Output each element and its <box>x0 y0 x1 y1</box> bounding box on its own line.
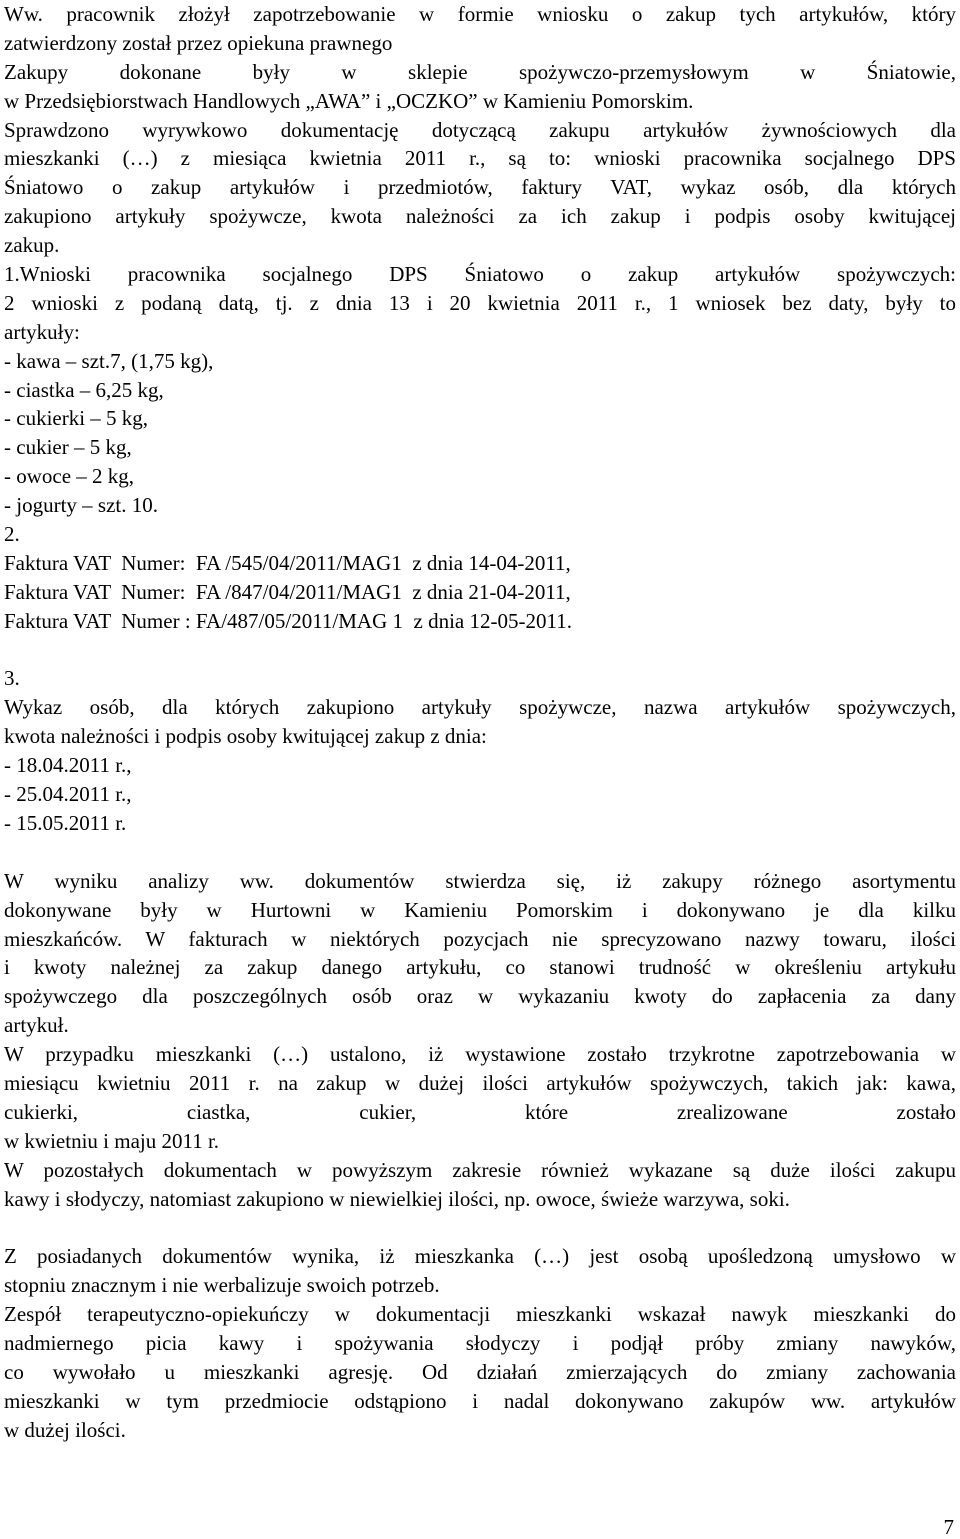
text-line: Zakupy dokonane były w sklepie spożywczo-przemysłowym w Śniatowie, <box>4 59 956 84</box>
text-line: miesiącu kwietniu 2011 r. na zakup w dużej ilości artykułów spożywczych, takich jak: kawa, <box>4 1070 956 1095</box>
text-line: 1.Wnioski pracownika socjalnego DPS Śniatowo o zakup artykułów spożywczych: <box>4 262 956 287</box>
text-line: w dużej ilości. <box>4 1417 126 1442</box>
blank-line <box>4 1213 956 1242</box>
list-item: - cukier – 5 kg, <box>4 435 132 460</box>
text-line: Sprawdzono wyrywkowo dokumentację dotyczącą zakupu artykułów żywnościowych dla <box>4 117 956 142</box>
text-line: W wyniku analizy ww. dokumentów stwierdza się, iż zakupy różnego asortymentu <box>4 868 956 893</box>
text-line: w kwietniu i maju 2011 r. <box>4 1128 220 1153</box>
text-line: mieszkanki (…) z miesiąca kwietnia 2011 r., są to: wnioski pracownika socjalnego DPS <box>4 146 956 171</box>
text-line: W pozostałych dokumentach w powyższym zakresie również wykazane są duże ilości zakupu <box>4 1157 956 1182</box>
blank-line <box>4 838 956 867</box>
invoice-line: Faktura VAT Numer: FA /847/04/2011/MAG1 z dnia 21-04-2011, <box>4 579 571 604</box>
text-line: zakup. <box>4 233 60 258</box>
text-line: Z posiadanych dokumentów wynika, iż mieszkanka (…) jest osobą upośledzoną umysłowo w <box>4 1244 956 1269</box>
page-number: 7 <box>943 1515 954 1539</box>
text-line: co wywołało u mieszkanki agresję. Od działań zmierzających do zmiany zachowania <box>4 1359 956 1384</box>
text-line: zakupiono artykuły spożywcze, kwota należności za ich zakup i podpis osoby kwitującej <box>4 204 956 229</box>
text-line: nadmiernego picia kawy i spożywania słodyczy i podjął próby zmiany nawyków, <box>4 1330 956 1355</box>
list-item: - jogurty – szt. 10. <box>4 493 158 518</box>
list-item: - owoce – 2 kg, <box>4 464 135 489</box>
list-item: - cukierki – 5 kg, <box>4 406 149 431</box>
list-item: - 25.04.2011 r., <box>4 782 132 807</box>
text-line: mieszkańców. W fakturach w niektórych pozycjach nie sprecyzowano nazwy towaru, ilości <box>4 926 956 951</box>
list-item: - ciastka – 6,25 kg, <box>4 377 164 402</box>
section-number: 3. <box>4 666 20 691</box>
text-line: kawy i słodyczy, natomiast zakupiono w niewielkiej ilości, np. owoce, świeże warzywa, soki. <box>4 1186 790 1211</box>
text-line: kwota należności i podpis osoby kwitującej zakup z dnia: <box>4 724 487 749</box>
invoice-line: Faktura VAT Numer : FA/487/05/2011/MAG 1 z dnia 12-05-2011. <box>4 608 572 633</box>
text-line: artykuły: <box>4 319 80 344</box>
text-line: 2 wnioski z podaną datą, tj. z dnia 13 i 20 kwietnia 2011 r., 1 wniosek bez daty, były to <box>4 290 956 315</box>
text-line: artykuł. <box>4 1013 69 1038</box>
text-line: w Przedsiębiorstwach Handlowych „AWA” i „OCZKO” w Kamieniu Pomorskim. <box>4 88 694 113</box>
list-item: - 15.05.2011 r. <box>4 810 127 835</box>
text-line: Śniatowo o zakup artykułów i przedmiotów, faktury VAT, wykaz osób, dla których <box>4 175 956 200</box>
text-line: Zespół terapeutyczno-opiekuńczy w dokumentacji mieszkanki wskazał nawyk mieszkanki do <box>4 1302 956 1327</box>
document-page <box>4 0 956 1445</box>
blank-line <box>4 636 956 665</box>
text-line: cukierki, ciastka, cukier, które zrealizowane zostało <box>4 1099 956 1124</box>
invoice-line: Faktura VAT Numer: FA /545/04/2011/MAG1 z dnia 14-04-2011, <box>4 550 571 575</box>
text-line: mieszkanki w tym przedmiocie odstąpiono i nadal dokonywano zakupów ww. artykułów <box>4 1388 956 1413</box>
text-line: dokonywane były w Hurtowni w Kamieniu Pomorskim i dokonywano je dla kilku <box>4 897 956 922</box>
section-number: 2. <box>4 522 20 547</box>
list-item: - 18.04.2011 r., <box>4 753 132 778</box>
text-line: W przypadku mieszkanki (…) ustalono, iż wystawione zostało trzykrotne zapotrzebowania w <box>4 1042 956 1067</box>
text-line: Ww. pracownik złożył zapotrzebowanie w formie wniosku o zakup tych artykułów, który <box>4 2 956 26</box>
text-line: spożywczego dla poszczególnych osób oraz w wykazaniu kwoty do zapłacenia za dany <box>4 984 956 1009</box>
text-line: stopniu znacznym i nie werbalizuje swoich potrzeb. <box>4 1273 440 1298</box>
list-item: - kawa – szt.7, (1,75 kg), <box>4 348 214 373</box>
text-line: Wykaz osób, dla których zakupiono artykuły spożywcze, nazwa artykułów spożywczych, <box>4 695 956 720</box>
text-line: zatwierdzony został przez opiekuna prawnego <box>4 30 393 55</box>
text-line: i kwoty należnej za zakup danego artykułu, co stanowi trudność w określeniu artykułu <box>4 955 956 980</box>
